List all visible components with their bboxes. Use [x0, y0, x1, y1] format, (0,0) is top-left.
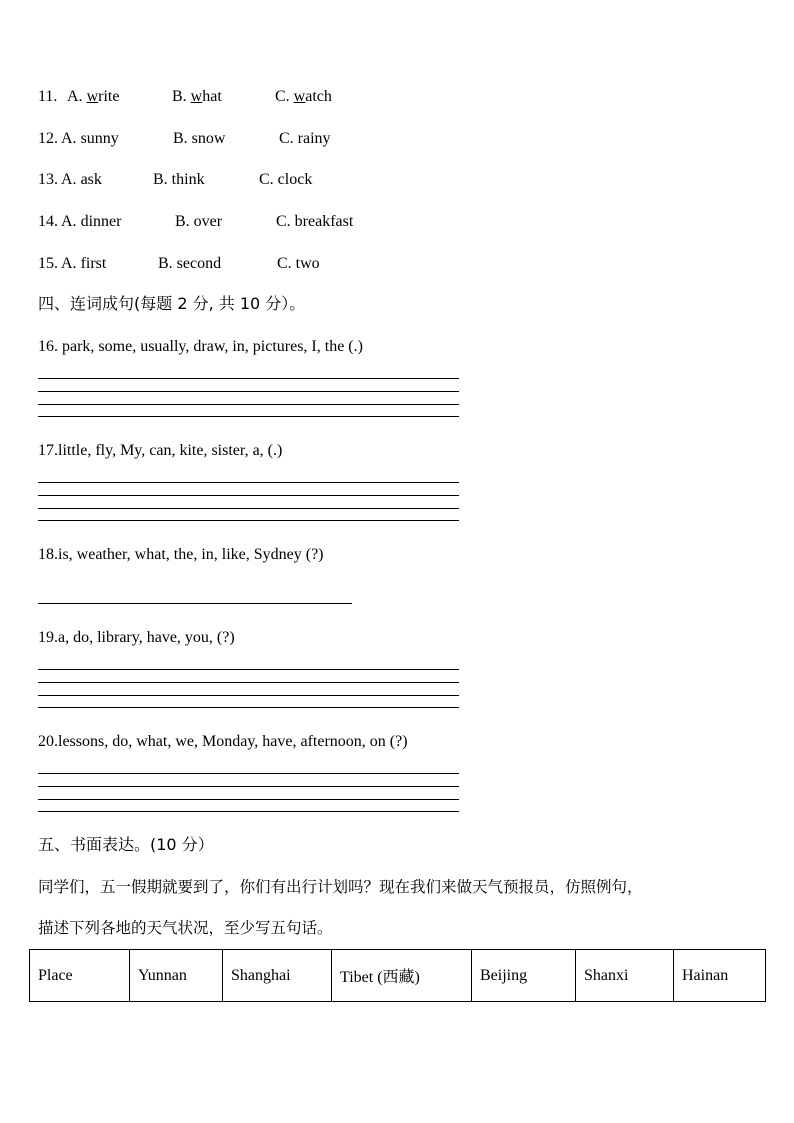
- reorder-question: [38, 732, 408, 752]
- table-cell-hainan: Hainan: [674, 950, 766, 1002]
- question-number: 20: [38, 733, 54, 750]
- answer-line[interactable]: [38, 811, 459, 812]
- reorder-question: [38, 545, 324, 565]
- option-c: C. clock: [259, 171, 313, 188]
- writing-instruction: 同学们，五一假期就要到了，你们有出行计划吗？现在我们来做天气预报员，仿照例句，: [38, 878, 643, 896]
- table-cell-yunnan: Yunnan: [130, 950, 223, 1002]
- question-words: . park, some, usually, draw, in, pictures, I, the (.): [54, 338, 363, 355]
- answer-line[interactable]: [38, 707, 459, 708]
- option-c: C. breakfast: [276, 213, 354, 230]
- answer-line[interactable]: [38, 799, 459, 800]
- answer-line[interactable]: [38, 404, 459, 405]
- section-5-heading: 五、书面表达。(10 分）: [38, 835, 214, 854]
- question-number: 17: [38, 442, 54, 459]
- option-a: A. write: [67, 88, 120, 105]
- question-words: .lessons, do, what, we, Monday, have, afternoon, on (?): [54, 733, 408, 750]
- choice-question: 11. A. write B. what C. watch: [38, 88, 332, 105]
- choice-question: 13. A. ask B. think C. clock: [38, 171, 313, 188]
- option-a: A. dinner: [61, 213, 122, 230]
- answer-line[interactable]: [38, 695, 459, 696]
- choice-question: 15. A. first B. second C. two: [38, 255, 320, 272]
- table-cell-shanxi: Shanxi: [576, 950, 674, 1002]
- question-words: .is, weather, what, the, in, like, Sydney (?): [54, 546, 324, 563]
- question-words: .a, do, library, have, you, (?): [54, 629, 235, 646]
- question-number: 11: [38, 88, 54, 105]
- answer-line[interactable]: [38, 773, 459, 774]
- choice-question: 14. A. dinner B. over C. breakfast: [38, 213, 354, 230]
- answer-line[interactable]: [38, 495, 459, 496]
- question-number: 15: [38, 255, 54, 272]
- option-b: B. what: [172, 88, 222, 105]
- answer-line[interactable]: [38, 416, 459, 417]
- question-number: 12: [38, 130, 54, 147]
- answer-line[interactable]: [38, 682, 459, 683]
- answer-line[interactable]: [38, 482, 459, 483]
- table-cell-beijing: Beijing: [472, 950, 576, 1002]
- table-row: [30, 950, 766, 1002]
- option-c: C. two: [277, 255, 320, 272]
- option-b: B. over: [175, 213, 223, 230]
- option-a: A. first: [61, 255, 107, 272]
- answer-line[interactable]: [38, 508, 459, 509]
- question-number: 14: [38, 213, 54, 230]
- table-cell-shanghai: Shanghai: [223, 950, 332, 1002]
- answer-line[interactable]: [38, 520, 459, 521]
- option-b: B. think: [153, 171, 205, 188]
- option-a: A. sunny: [61, 130, 119, 147]
- option-c: C. watch: [275, 88, 332, 105]
- answer-line[interactable]: [38, 391, 459, 392]
- option-a: A. ask: [61, 171, 102, 188]
- section-4-heading: 四、连词成句(每题 2 分, 共 10 分）。: [38, 294, 306, 313]
- option-b: B. second: [158, 255, 222, 272]
- reorder-question: [38, 441, 282, 461]
- places-table: [29, 949, 766, 1002]
- answer-line[interactable]: [38, 786, 459, 787]
- option-c: C. rainy: [279, 130, 331, 147]
- question-number: 19: [38, 629, 54, 646]
- table-cell-place: Place: [30, 950, 130, 1002]
- choice-question: 12. A. sunny B. snow C. rainy: [38, 130, 331, 147]
- reorder-question: [38, 628, 235, 648]
- question-words: .little, fly, My, can, kite, sister, a, (.): [54, 442, 283, 459]
- option-b: B. snow: [173, 130, 226, 147]
- writing-instruction: 描述下列各地的天气状况，至少写五句话。: [38, 919, 333, 937]
- question-number: 16: [38, 338, 54, 355]
- table-cell-tibet: Tibet (西藏): [332, 950, 472, 1002]
- answer-line[interactable]: [38, 378, 459, 379]
- answer-line[interactable]: [38, 603, 352, 604]
- question-number: 13: [38, 171, 54, 188]
- reorder-question: [38, 337, 363, 357]
- answer-line[interactable]: [38, 669, 459, 670]
- question-number: 18: [38, 546, 54, 563]
